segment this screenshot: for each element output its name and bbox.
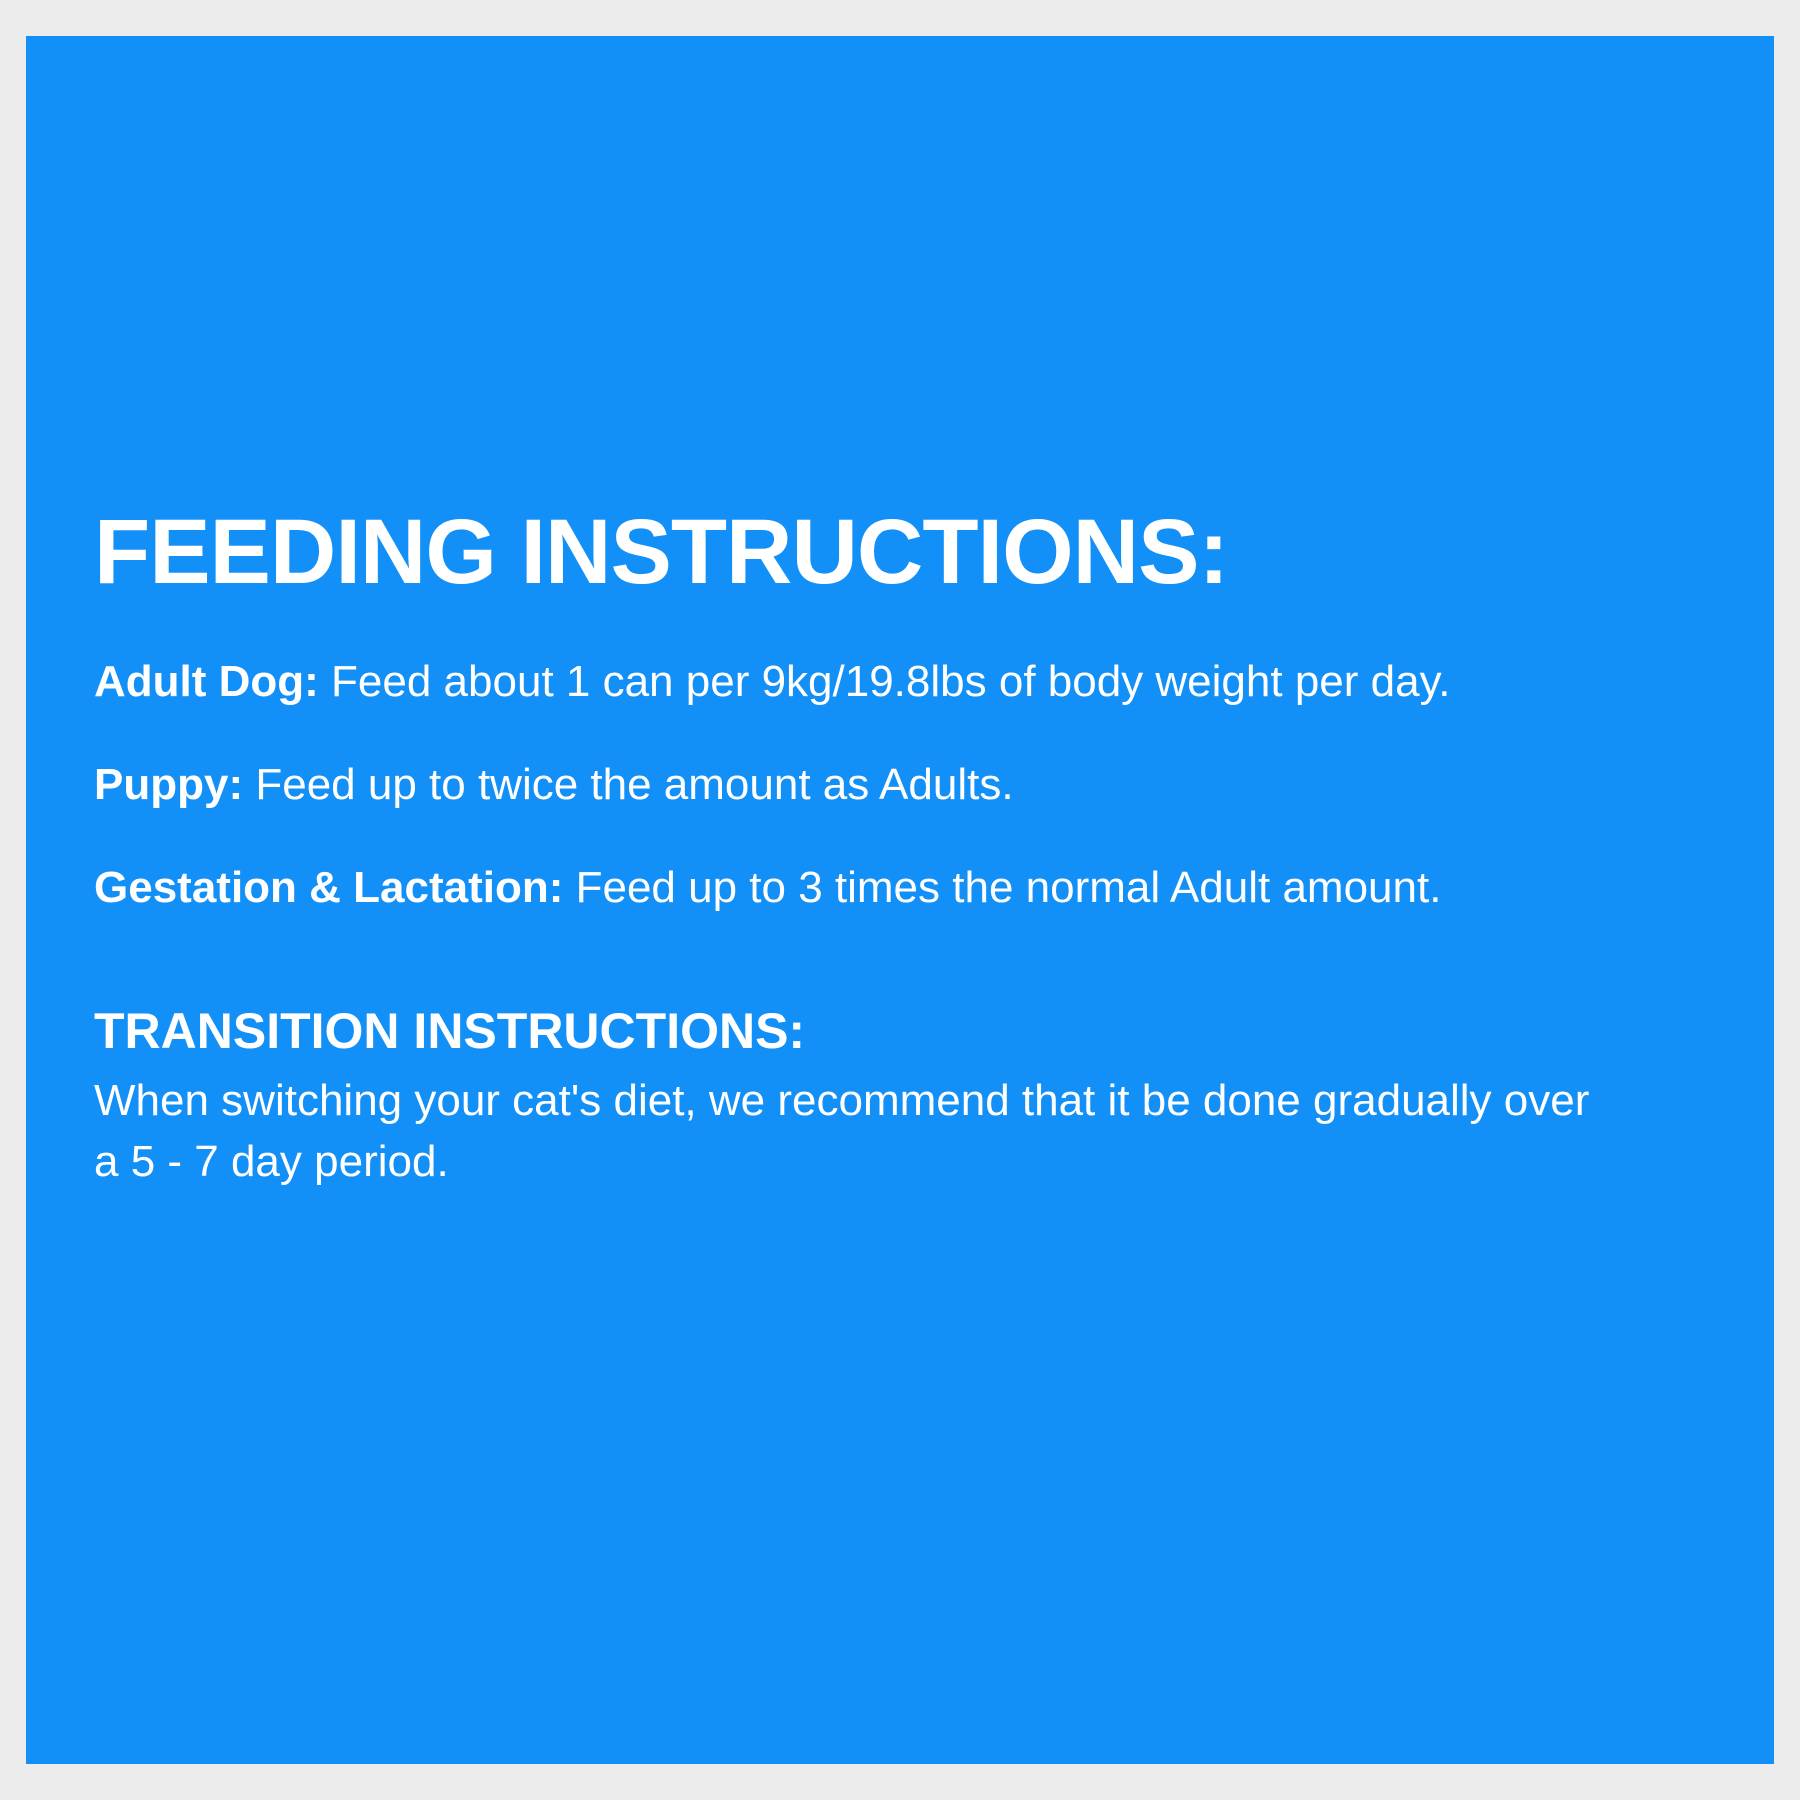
feeding-row-value: Feed about 1 can per 9kg/19.8lbs of body weight per day. (331, 657, 1451, 706)
instructions-panel (26, 36, 1774, 1764)
feeding-row-label: Gestation & Lactation: (94, 862, 564, 912)
instructions-content (94, 501, 1734, 1193)
transition-title: TRANSITION INSTRUCTIONS: (94, 1003, 806, 1060)
feeding-row-value: Feed up to twice the amount as Adults. (255, 759, 1014, 809)
feeding-row-puppy (94, 759, 1734, 812)
page-title: FEEDING INSTRUCTIONS: (94, 501, 1229, 603)
transition-text: When switching your cat's diet, we recommend that it be done gradually over a 5 - 7 day period. (94, 1076, 1590, 1187)
feeding-row-value: Feed up to 3 times the normal Adult amount. (575, 862, 1442, 912)
feeding-row-label: Puppy: (94, 759, 244, 809)
feeding-row-gestation-lactation (94, 862, 1734, 915)
feeding-row-adult-dog (94, 656, 1734, 709)
feeding-row-label: Adult Dog: (94, 657, 319, 706)
